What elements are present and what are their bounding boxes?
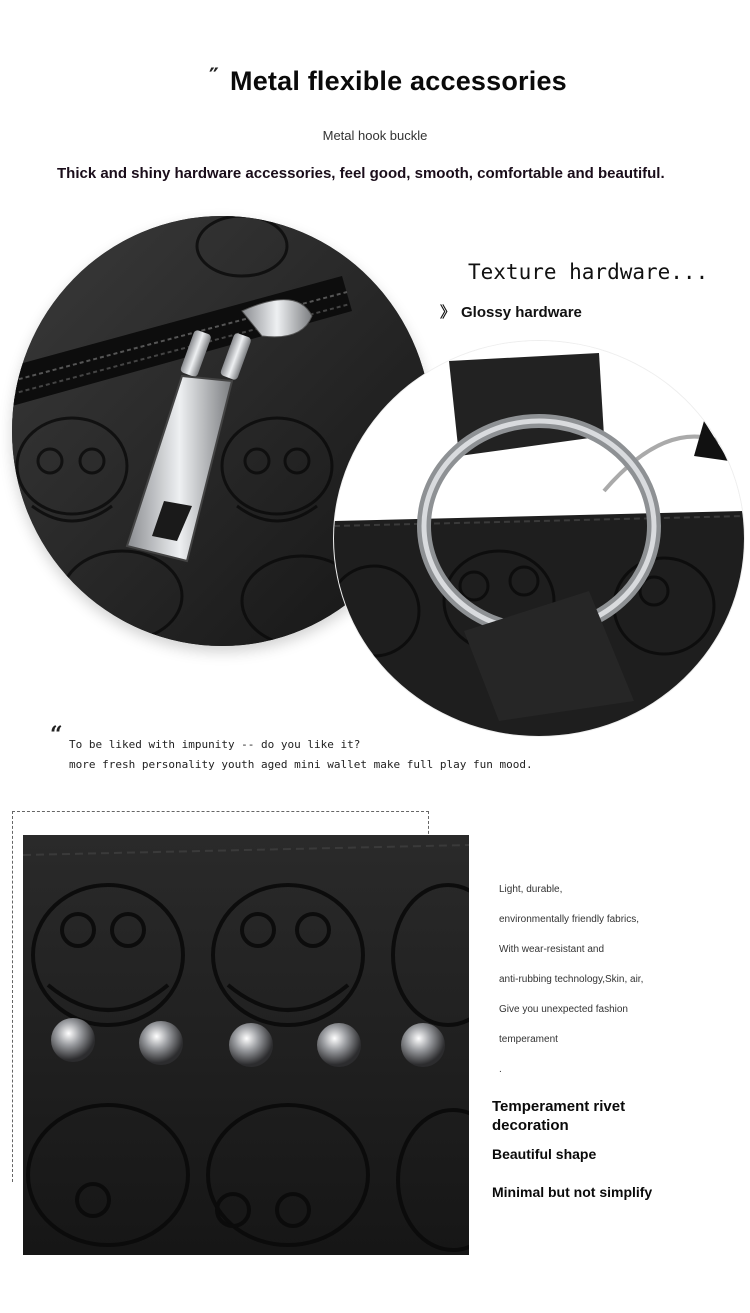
description-line-5: Give you unexpected fashion (499, 1004, 628, 1015)
quote-open-icon: “ (50, 722, 63, 748)
glossy-hardware-text: Glossy hardware (461, 304, 582, 321)
description-line-1: Light, durable, (499, 884, 563, 895)
texture-hardware-title: Texture hardware... (468, 260, 709, 284)
chevron-icon: 》 (440, 304, 456, 321)
description-line-7: . (499, 1064, 502, 1075)
ring-closeup-image (333, 340, 745, 737)
description-line-6: temperament (499, 1034, 558, 1045)
tagline: Thick and shiny hardware accessories, feel good, smooth, comfortable and beautiful. (57, 165, 665, 182)
rivet-icon (229, 1023, 273, 1067)
glossy-hardware-label (440, 301, 582, 322)
quote-line-1: To be liked with impunity -- do you like it? (69, 738, 361, 751)
quote-mark: ″ (209, 64, 219, 90)
page-subtitle: Metal hook buckle (322, 128, 428, 143)
rivet-closeup-image (23, 835, 469, 1255)
rivet-icon (51, 1018, 95, 1062)
quote-line-2: more fresh personality youth aged mini wallet make full play fun mood. (69, 758, 533, 771)
rivet-icon (139, 1021, 183, 1065)
rivet-illustration (23, 835, 469, 1255)
feature-minimal: Minimal but not simplify (492, 1184, 653, 1200)
feature-beautiful-shape: Beautiful shape (492, 1146, 597, 1162)
page-title: Metal flexible accessories (230, 66, 567, 96)
rivet-icon (317, 1023, 361, 1067)
ring-illustration (334, 341, 744, 736)
rivet-icon (401, 1023, 445, 1067)
feature-rivet-decoration: Temperament rivet decoration (492, 1098, 626, 1134)
description-line-3: With wear-resistant and (499, 944, 605, 955)
description-line-2: environmentally friendly fabrics, (499, 914, 640, 925)
description-line-4: anti-rubbing technology,Skin, air, (499, 974, 644, 985)
